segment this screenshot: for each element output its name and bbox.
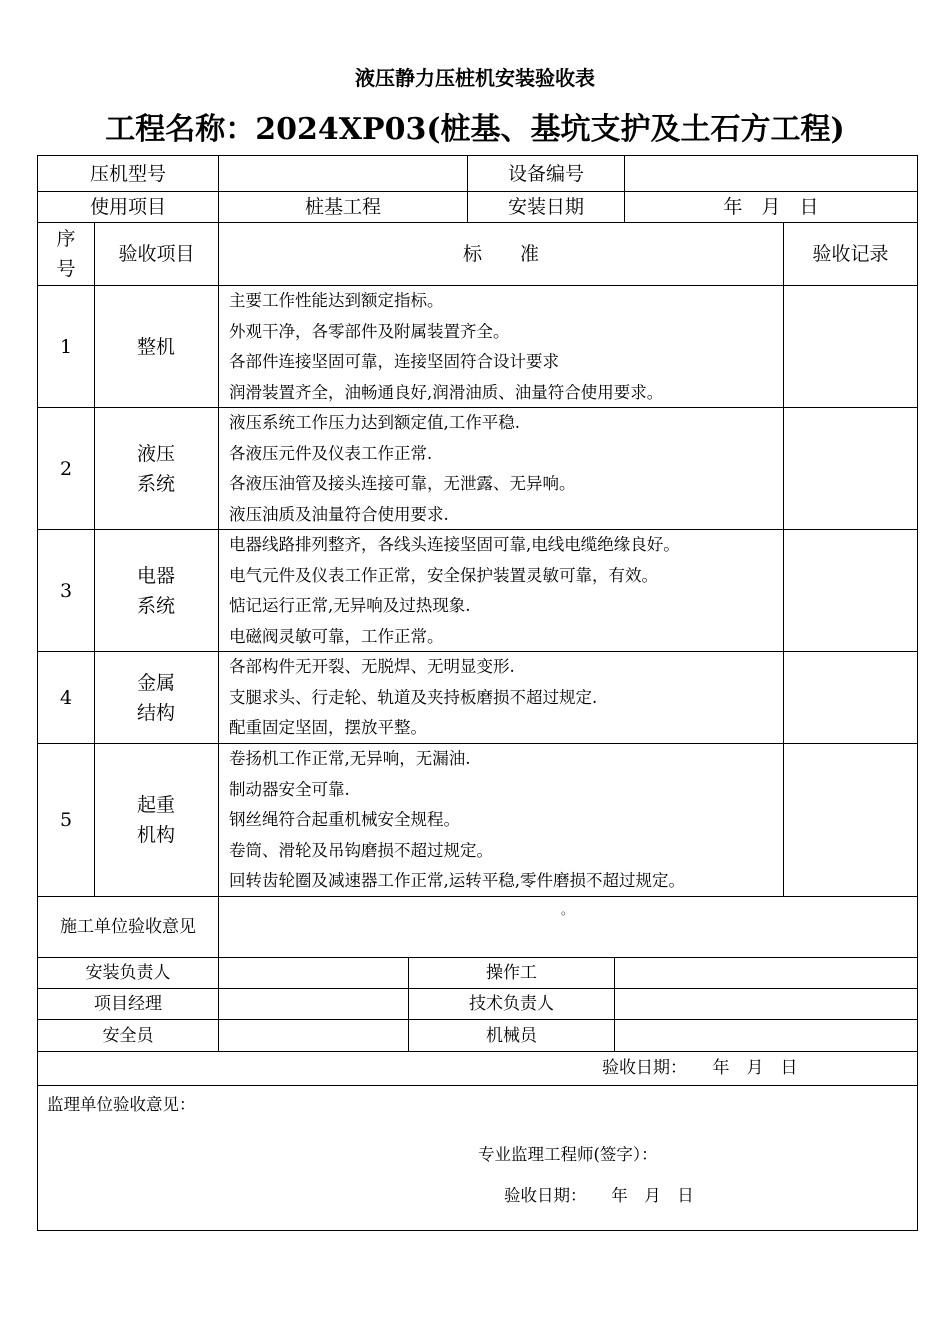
row-5-record[interactable] [784, 744, 917, 896]
tech-lead-field[interactable] [615, 989, 917, 1019]
supervision-engineer-sign[interactable]: 专业监理工程师(签字）： [478, 1145, 658, 1164]
row-1-seq: 1 [59, 335, 73, 358]
criterion: 各液压油管及接头连接可靠，无泄露、无异响。 [229, 474, 576, 493]
criterion: 惦记运行正常,无异响及过热现象. [229, 596, 471, 615]
row-4-item: 金属结构 [136, 671, 175, 724]
tech-lead-label: 技术负责人 [469, 994, 554, 1014]
row-5-seq: 5 [59, 809, 73, 831]
construction-opinion-label: 施工单位验收意见 [60, 917, 196, 937]
mechanic-label: 机械员 [486, 1025, 537, 1046]
row-5-criteria [229, 744, 779, 897]
row-4-criteria [229, 652, 779, 744]
install-date-label: 安装日期 [507, 196, 584, 218]
row-2-criteria [229, 408, 779, 530]
criterion: 电器线路排列整齐，各线头连接坚固可靠,电线电缆绝缘良好。 [229, 535, 680, 554]
criterion: 主要工作性能达到额定指标。 [229, 291, 444, 310]
criterion: 外观干净，各零部件及附属装置齐全。 [229, 321, 510, 341]
row-5-item: 起重机构 [136, 794, 175, 846]
criterion: 回转齿轮圈及减速器工作正常,运转平稳,零件磨损不超过规定。 [229, 871, 685, 890]
supervision-date[interactable]: 验收日期： 年 月 日 [504, 1186, 694, 1205]
row-2-record[interactable] [784, 408, 917, 529]
safety-officer-field[interactable] [219, 1020, 408, 1051]
row-2-seq: 2 [59, 457, 73, 480]
row-3-record[interactable] [784, 530, 917, 651]
criterion: 卷筒、滑轮及吊钩磨损不超过规定。 [229, 840, 493, 860]
accept-date[interactable]: 验收日期： 年 月 日 [602, 1058, 798, 1078]
device-no-value[interactable] [625, 156, 917, 191]
criterion: 卷扬机工作正常,无异响，无漏油. [229, 749, 471, 768]
construction-opinion-field[interactable] [219, 897, 917, 957]
install-lead-field[interactable] [219, 958, 408, 988]
seq-header: 序号 [56, 228, 76, 280]
project-name: 工程名称：2024XP03(桩基、基坑支护及土石方工程) [105, 112, 845, 147]
criterion: 各部构件无开裂、无脱焊、无明显变形. [229, 657, 515, 676]
project-manager-field[interactable] [219, 989, 408, 1019]
form-title: 液压静力压桩机安装验收表 [355, 66, 595, 90]
project-manager-label: 项目经理 [94, 994, 162, 1014]
criterion: 支腿求头、行走轮、轨道及夹持板磨损不超过规定. [229, 687, 598, 707]
row-2-item: 液压系统 [136, 442, 175, 495]
criterion: 电气元件及仪表工作正常，安全保护装置灵敏可靠，有效。 [229, 565, 658, 585]
row-3-criteria [229, 530, 779, 652]
row-3-item: 电器系统 [136, 564, 175, 617]
row-4-record[interactable] [784, 652, 917, 743]
row-1-record[interactable] [784, 286, 917, 407]
opinion-mark: 。 [561, 903, 574, 917]
mechanic-field[interactable] [615, 1020, 917, 1051]
criterion: 液压系统工作压力达到额定值,工作平稳. [229, 413, 520, 432]
criterion: 各部件连接坚固可靠，连接坚固符合设计要求 [229, 352, 559, 371]
row-4-seq: 4 [59, 686, 73, 709]
install-lead-label: 安装负责人 [85, 963, 171, 983]
criterion: 各液压元件及仪表工作正常. [229, 443, 433, 463]
row-1-criteria [229, 286, 779, 408]
project-value: 桩基工程 [304, 196, 381, 218]
criterion: 配重固定坚固，摆放平整。 [229, 718, 427, 737]
criterion: 制动器安全可靠. [229, 779, 350, 799]
operator-field[interactable] [615, 958, 917, 988]
install-date-value[interactable]: 年 月 日 [723, 196, 819, 218]
criterion: 电磁阀灵敏可靠，工作正常。 [229, 626, 444, 646]
record-header: 验收记录 [812, 243, 889, 265]
operator-label: 操作工 [486, 963, 537, 983]
supervision-label: 监理单位验收意见： [47, 1095, 196, 1114]
row-3-seq: 3 [59, 579, 73, 602]
criterion: 钢丝绳符合起重机械安全规程。 [229, 810, 460, 829]
model-value[interactable] [219, 156, 467, 191]
item-header: 验收项目 [118, 243, 195, 265]
device-no-label: 设备编号 [507, 162, 584, 185]
criterion: 润滑装置齐全，油畅通良好,润滑油质、油量符合使用要求。 [229, 382, 664, 402]
criterion: 液压油质及油量符合使用要求. [229, 504, 449, 524]
project-label: 使用项目 [89, 196, 166, 218]
safety-officer-label: 安全员 [102, 1025, 154, 1046]
standard-header: 标 准 [462, 243, 539, 265]
model-label: 压机型号 [89, 162, 166, 185]
row-1-item: 整机 [136, 335, 175, 358]
